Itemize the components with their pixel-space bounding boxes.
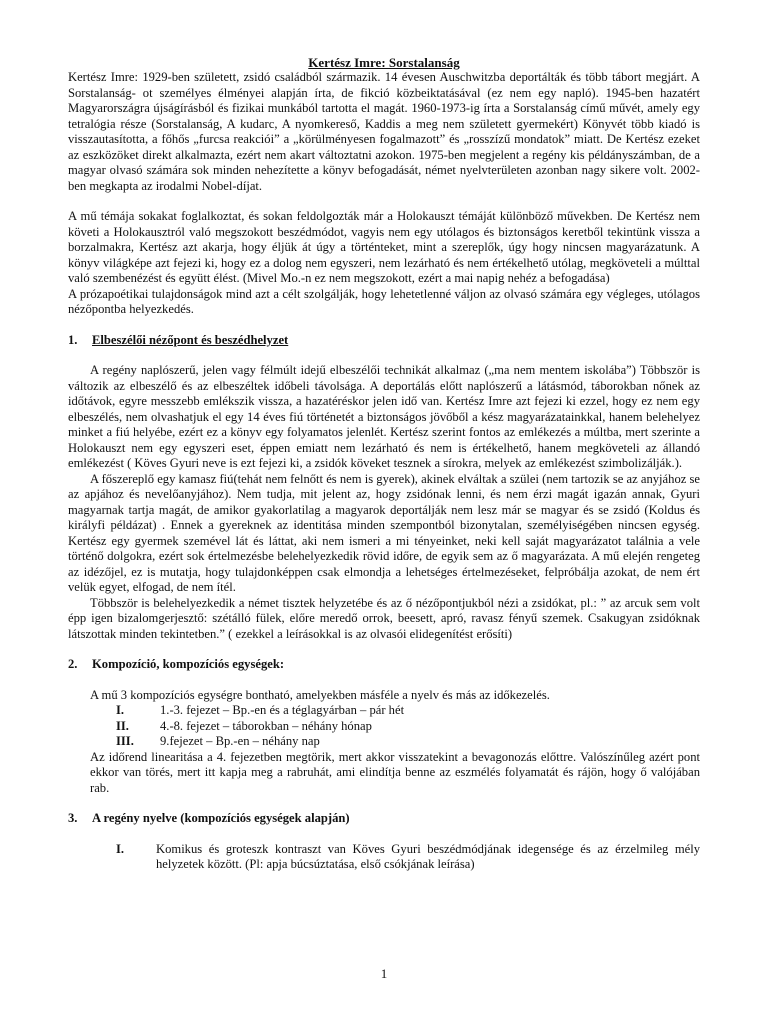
- list-item: [116, 734, 700, 750]
- list-item: [116, 703, 700, 719]
- paragraph-gap: [68, 194, 700, 209]
- list-item-numeral: II.: [116, 718, 129, 733]
- list-item-text: Komikus és groteszk kontraszt van Köves Gyuri beszédmódjának idegensége és az érzelmileg mély helyzetek között. (Pl: apja búcsúztatása, első csókjának leírása): [156, 841, 700, 871]
- section-3-heading: [68, 811, 700, 827]
- section-gap: [68, 642, 700, 657]
- section-2-intro: A mű 3 kompozíciós egységre bontható, amelyekben másféle a nyelv és más az időkezelés.: [90, 687, 550, 702]
- section-gap: [68, 318, 700, 333]
- page-number: 1: [380, 966, 388, 981]
- section-1-paragraph-1: A regény naplószerű, jelen vagy félmúlt idejű elbeszélői technikát alkalmaz („ma nem mentem iskolába”) Többször is változik az elbeszélő és az elbeszéltek időbeli távolsága. A deportálás előtt naplószerű a látásmód, táborokban nőnek az időtávok, egyre messzebb emlékszik vissza, a hazatéréskor jelen idő van. Kertész Imre azt fejezi ki ezzel, hogy ez nem egy elbeszélés, nem olvashatjuk el egy 14 éves fiú történetét a biztonságos jövőből a kész magyarázatainkkal, hanem belehelyez minket a fiú helyébe, ezért ez a könyv egy folyamatos jelenlét. Kertész szerint fontos az emlékezés a múltba, mert szerinte a Holokauszt nem egy egyszeri eset, éppen emiatt nem lezárható és nem is értékelhető, hanem megköveteli az állandó emlékezést ( Köves Gyuri neve is ezt fejezi ki, a zsidók köveket tesznek a sírokra, melyek az emlékezést szimbolizálják.).: [68, 363, 700, 470]
- section-2-outro: Az időrend linearitása a 4. fejezetben megtörik, mert akkor visszatekint a bevagonozás előttre. Valószínűleg azért pont ekkor van törés, mert itt kapja meg a rabruhát, ami elindítja benne az eszmélés folyamatát és rájön, hogy ő valójában rab.: [90, 749, 700, 795]
- section-1-number: 1.: [68, 332, 78, 347]
- composition-list: [68, 703, 700, 750]
- section-1-paragraph-3: Többször is belehelyezkedik a német tisztek helyzetébe és az ő nézőpontjukból nézi a zsidókat, pl.: ” az arcuk sem volt épp igen bizalomgerjesztő: szétálló fülek, előre meredő orrok, beesett, apró, ravasz fényű szemek. Csakugyan zsidóknak látszottak minden tekintetben.” ( ezekkel a leírásokkal is az olvasói elidegenítést erősíti): [68, 595, 700, 641]
- section-gap: [68, 827, 700, 842]
- document-title: Kertész Imre: Sorstalanság: [308, 55, 460, 70]
- section-gap: [68, 348, 700, 363]
- list-item: [68, 842, 700, 873]
- section-1-paragraph-2: A főszereplő egy kamasz fiú(tehát nem felnőtt és nem is gyerek), akinek elváltak a szülei (nem tartozik se az anyjához se az apjához és nevelőanyjához). Nem tudja, mit jelent az, hogy zsidónak lenni, és nem érzi magát igazán annak, Gyuri magyarnak tartja magát, de amikor gyakorlatilag a magyarok deportálják nem lesz már se magyar és se zsidó (Koldus és királyfi példázat) . Ennek a gyereknek az identitása minden szempontból bizonytalan, személyiségében nincsen egység. Kertész egy gyermek szemével lát és láttat, aki nem ismeri a mi tényeinket, neki kell saját magyarázatot találnia a vele történő dolgokra, ezért sok értelmezésbe belehelyezkedik rövid időre, de egyik sem az ő magyarázata. A mű elején rengeteg az idézőjel, ez is mutatja, hogy tulajdonképpen csak elmondja a lehetséges értelmezéseket, felpróbálja azokat, de nem ért velük egyet, elfogad, de nem ítél.: [68, 471, 700, 594]
- list-item-numeral: I.: [116, 703, 125, 717]
- section-2-title: Kompozíció, kompozíciós egységek:: [92, 657, 285, 671]
- list-item-numeral: III.: [116, 734, 134, 748]
- list-item: [116, 719, 700, 735]
- intro-paragraph-3: A prózapoétikai tulajdonságok mind azt a célt szolgálják, hogy lehetetlenné váljon az olvasó számára egy végleges, utólagos nézőpontba helyezkedés.: [68, 286, 700, 316]
- section-3-number: 3.: [68, 811, 78, 825]
- list-item-text: 9.fejezet – Bp.-en – néhány nap: [160, 734, 320, 748]
- section-2-heading: [68, 657, 700, 673]
- section-1-title: Elbeszélői nézőpont és beszédhelyzet: [92, 332, 289, 347]
- section-1-heading: [68, 333, 700, 349]
- section-3-title: A regény nyelve (kompozíciós egységek alapján): [92, 811, 350, 825]
- intro-paragraph-2: A mű témája sokakat foglalkoztat, és sokan feldolgozták már a Holokauszt témáját különböző művekben. De Kertész nem követi a Holokausztról való megszokott beszédmódot, vagyis nem egy utólagos és biztonságos keretből tekintünk vissza a borzalmakra, Kertész azt akarja, hogy éljük át úgy a történteket, mint a szereplők, úgy hogy nincsen magyarázatunk. A könyv világképe azt fejezi ki, hogy ez a dolog nem egyszeri, nem lezárható és nem értékelhető utólag, megköveteli a múlttal való szembenézést és együtt élést. (Mivel Mo.-n ez nem megszokott, ezért a mai napig nehéz a befogadása): [68, 209, 700, 285]
- list-item-numeral: I.: [116, 841, 125, 856]
- list-item-text: 4.-8. fejezet – táborokban – néhány hónap: [160, 718, 372, 733]
- section-2-number: 2.: [68, 657, 78, 671]
- document-body: [68, 70, 700, 873]
- list-item-text: 1.-3. fejezet – Bp.-en és a téglagyárban – pár hét: [160, 703, 405, 717]
- section-gap: [68, 796, 700, 811]
- intro-paragraph-1: Kertész Imre: 1929-ben született, zsidó családból származik. 14 évesen Auschwitzba deportálták és több tábort megjárt. A Sorstalanság- ot személyes élményei alapján írta, de fikció közbeiktatásával (ez nem egy napló). 1945-ben hazatért Magyarországra újságírásból és fizikai munkából tartotta el magát. 1960-1973-ig írta a Sorstalanság című művét, amely egy tetralógia része (Sorstalanság, A kudarc, A nyomkereső, Kaddis a meg nem született gyermekért) Könyvét több kiadó is visszautasította, a főhős „furcsa reakciói” a „körülményesen fogalmazott” és „rosszízű mondatok” miatt. De Kertész ezeket az eszközöket direkt alkalmazta, ezért nem akart változtatni azokon. 1975-ben megjelent a regény kis példányszámban, de a magyar olvasó számára sok minden nehezítette a könyv befogadását, német nyelvterületen azonban nagy sikere volt. 2002-ben megkapta az irodalmi Nobel-díjat.: [68, 70, 700, 193]
- section-gap: [68, 673, 700, 688]
